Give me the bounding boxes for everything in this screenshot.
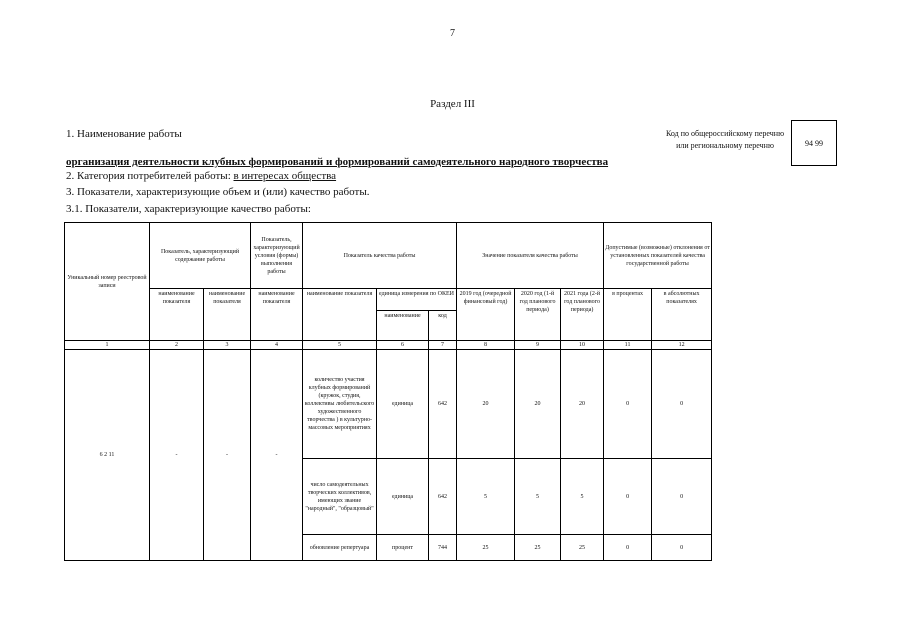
column-number: 9 [515, 341, 561, 350]
subheader-2019: 2019 год (очередной финансовый год) [457, 289, 515, 341]
consumer-category-value: в интересах общества [233, 170, 337, 182]
value-2020: 20 [515, 350, 561, 459]
column-number: 5 [303, 341, 377, 350]
unit-code: 642 [429, 459, 457, 535]
subheader-unit: единица измерения по ОКЕИ [377, 289, 457, 311]
deviation-absolute: 0 [652, 535, 712, 561]
header-quality: Показатель качества работы [303, 223, 457, 289]
consumer-category-line [66, 170, 336, 182]
column-number: 4 [251, 341, 303, 350]
subheader-indicator-3: наименование показателя [251, 289, 303, 341]
subheader-unit-name: наименование [377, 311, 429, 341]
column-number: 6 [377, 341, 429, 350]
section-title: Раздел III [430, 98, 475, 110]
column-number: 10 [561, 341, 604, 350]
subheader-unit-code: код [429, 311, 457, 341]
header-registry: Уникальный номер реестровой записи [65, 223, 150, 341]
registry-number: 6 2 11 [65, 350, 150, 561]
indicators-heading: 3. Показатели, характеризующие объем и (или) качество работы. [66, 186, 370, 198]
column-number: 11 [604, 341, 652, 350]
unit-code: 744 [429, 535, 457, 561]
value-2020: 25 [515, 535, 561, 561]
quality-heading: 3.1. Показатели, характеризующие качество работы: [66, 203, 311, 215]
deviation-percent: 0 [604, 459, 652, 535]
deviation-absolute: 0 [652, 350, 712, 459]
content-value-2: - [204, 350, 251, 561]
unit-name: процент [377, 535, 429, 561]
deviation-percent: 0 [604, 350, 652, 459]
value-2019: 20 [457, 350, 515, 459]
work-name-label: 1. Наименование работы [66, 128, 182, 140]
code-value: 94 99 [805, 138, 823, 148]
subheader-quality-name: наименование показателя [303, 289, 377, 341]
column-number: 1 [65, 341, 150, 350]
code-box [791, 120, 837, 166]
header-conditions: Показатель, характеризующий условия (формы) выполнения работы [251, 223, 303, 289]
deviation-percent: 0 [604, 535, 652, 561]
consumer-category-label: 2. Категория потребителей работы: [66, 170, 234, 182]
table-row [65, 350, 712, 459]
content-value-1: - [150, 350, 204, 561]
header-values: Значение показателя качества работы [457, 223, 604, 289]
value-2019: 25 [457, 535, 515, 561]
page-number: 7 [450, 28, 455, 39]
value-2020: 5 [515, 459, 561, 535]
conditions-value: - [251, 350, 303, 561]
unit-name: единица [377, 459, 429, 535]
header-deviations: Допустимые (возможные) отклонения от установленных показателей качества государственной работы [604, 223, 712, 289]
unit-code: 642 [429, 350, 457, 459]
code-label: Код по общероссийскому перечню или региональному перечню [665, 129, 785, 150]
column-number: 3 [204, 341, 251, 350]
value-2021: 5 [561, 459, 604, 535]
quality-indicator-name: обновление репертуара [303, 535, 377, 561]
subheader-2021: 2021 годa (2-й год планового периода) [561, 289, 604, 341]
value-2021: 20 [561, 350, 604, 459]
column-number: 8 [457, 341, 515, 350]
subheader-indicator-1: наименование показателя [150, 289, 204, 341]
subheader-absolute: в абсолютных показателях [652, 289, 712, 341]
column-number: 7 [429, 341, 457, 350]
quality-indicator-name: количество участия клубных формирований (кружок, студия, коллективы любительского художественного творчества ) в культурно-массовых мероприятиях [303, 350, 377, 459]
header-content: Показатель, характеризующий содержание работы [150, 223, 251, 289]
quality-table [64, 222, 712, 561]
deviation-absolute: 0 [652, 459, 712, 535]
value-2021: 25 [561, 535, 604, 561]
subheader-2020: 2020 год (1-й год планового периода) [515, 289, 561, 341]
work-name-value: организация деятельности клубных формирований и формирований самодеятельного народного творчества [66, 156, 609, 168]
column-number: 2 [150, 341, 204, 350]
unit-name: единица [377, 350, 429, 459]
subheader-percent: в процентах [604, 289, 652, 341]
subheader-indicator-2: наименование показателя [204, 289, 251, 341]
quality-indicator-name: число самодеятельных творческих коллективов, имеющих звание "народный", "образцовый" [303, 459, 377, 535]
value-2019: 5 [457, 459, 515, 535]
column-number: 12 [652, 341, 712, 350]
